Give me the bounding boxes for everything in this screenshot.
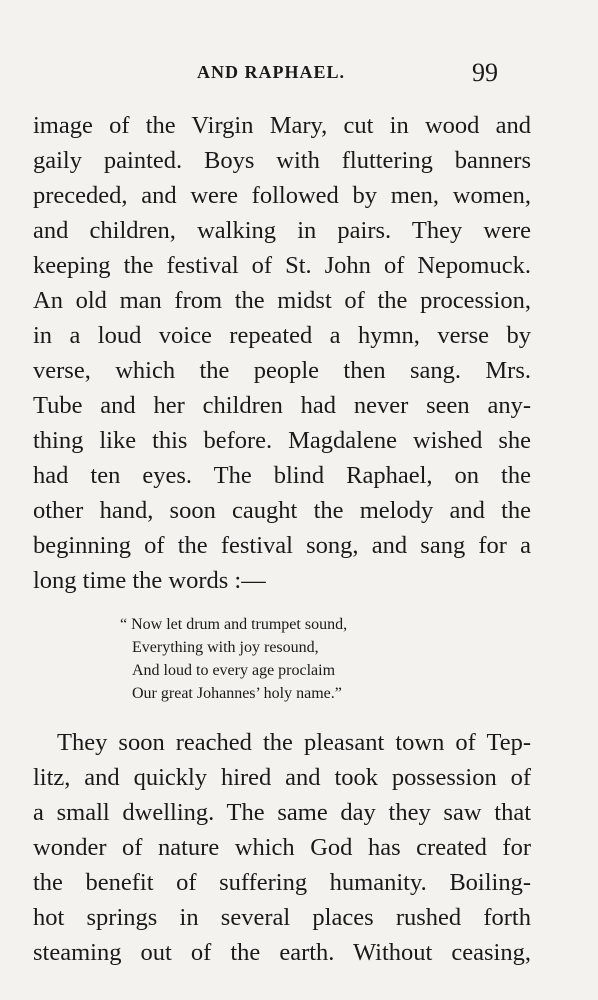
text-line: hot springs in several places rushed forth [33,904,531,931]
text-line: thing like this before. Magdalene wished she [33,427,531,454]
text-line: other hand, soon caught the melody and the [33,497,531,524]
text-line: had ten eyes. The blind Raphael, on the [33,462,531,489]
text-line: gaily painted. Boys with fluttering banners [33,147,531,174]
text-line: wonder of nature which God has created for [33,834,531,861]
text-line: steaming out of the earth. Without ceasing, [33,939,531,966]
page-header [0,60,598,88]
verse-line: Everything with joy resound, [132,639,319,656]
text-line: litz, and quickly hired and took possession of [33,764,531,791]
text-line: An old man from the midst of the procession, [33,287,531,314]
text-line: in a loud voice repeated a hymn, verse by [33,322,531,349]
verse-line: “ Now let drum and trumpet sound, [120,616,348,633]
verse-line: And loud to every age proclaim [132,662,336,679]
running-head: AND RAPHAEL. [197,62,346,82]
text-line: preceded, and were followed by men, women, [33,182,531,209]
text-line: a small dwelling. The same day they saw that [33,799,531,826]
text-line: and children, walking in pairs. They were [33,217,531,244]
page-number: 99 [472,58,498,87]
text-line: long time the words :— [33,567,266,594]
text-line: image of the Virgin Mary, cut in wood and [33,112,531,139]
text-line: verse, which the people then sang. Mrs. [33,357,531,384]
text-line: beginning of the festival song, and sang for a [33,532,531,559]
text-line: the benefit of suffering humanity. Boiling- [33,869,531,896]
text-line: keeping the festival of St. John of Nepomuck. [33,252,531,279]
text-line: They soon reached the pleasant town of Tep- [57,729,531,756]
text-line: Tube and her children had never seen any- [33,392,531,419]
verse-line: Our great Johannes’ holy name.” [132,685,342,702]
